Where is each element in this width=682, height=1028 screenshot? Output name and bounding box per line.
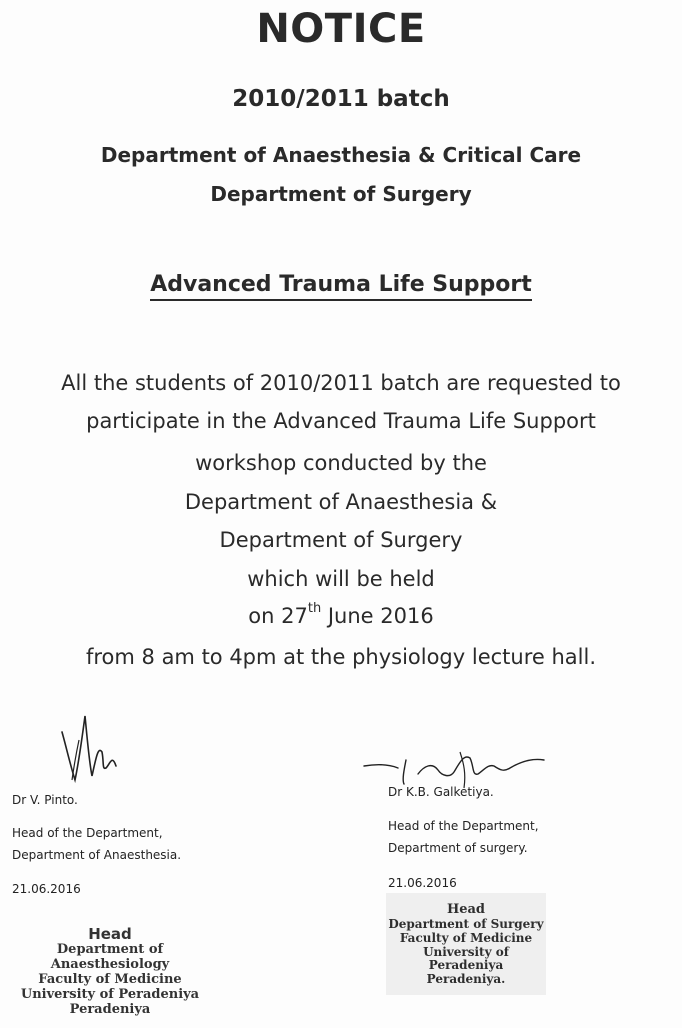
stamp-right-text bbox=[386, 903, 546, 987]
stamp-surgery bbox=[386, 893, 546, 995]
stamp-left-line-5: Peradeniya bbox=[69, 1002, 151, 1017]
department-anaesthesia-heading: Department of Anaesthesia & Critical Care bbox=[100, 143, 582, 167]
event-date-ordinal: th bbox=[307, 601, 322, 616]
body-line-7 bbox=[0, 601, 682, 628]
stamp-anaesthesia bbox=[0, 926, 220, 1018]
stamp-right-line-3: Faculty of Medicine bbox=[399, 930, 533, 945]
right-signatory-role-1: Head of the Department, bbox=[388, 819, 539, 833]
event-date-prefix: on 27 bbox=[248, 604, 308, 628]
stamp-right-line-4: University of Peradeniya bbox=[423, 944, 509, 973]
notice-title: NOTICE bbox=[256, 6, 426, 52]
left-signatory-role-1: Head of the Department, bbox=[12, 826, 163, 840]
body-line-5: Department of Surgery bbox=[219, 528, 463, 552]
stamp-left-line-4: University of Peradeniya bbox=[20, 987, 200, 1003]
subject-heading bbox=[0, 272, 682, 297]
body-line-6: which will be held bbox=[247, 567, 435, 591]
left-signatory-name: Dr V. Pinto. bbox=[12, 793, 78, 807]
left-signatory-date: 21.06.2016 bbox=[12, 882, 81, 896]
stamp-left-line-1: Head bbox=[88, 925, 132, 943]
batch-heading: 2010/2011 batch bbox=[232, 86, 450, 112]
stamp-left-line-2: Department of Anaesthesiology bbox=[50, 942, 170, 973]
stamp-left-line-3: Faculty of Medicine bbox=[38, 972, 182, 988]
right-signatory-role-2: Department of surgery. bbox=[388, 841, 528, 855]
stamp-right-line-1: Head bbox=[446, 902, 486, 917]
signature-left bbox=[58, 706, 122, 786]
left-signatory-role-2: Department of Anaesthesia. bbox=[12, 848, 182, 862]
body-line-2: participate in the Advanced Trauma Life Support bbox=[86, 409, 596, 433]
department-surgery-heading: Department of Surgery bbox=[210, 182, 472, 206]
body-line-4: Department of Anaesthesia & bbox=[184, 490, 498, 514]
body-line-3: workshop conducted by the bbox=[195, 451, 487, 475]
subject-text: Advanced Trauma Life Support bbox=[150, 272, 532, 301]
body-line-1: All the students of 2010/2011 batch are requested to bbox=[61, 371, 621, 395]
body-line-8: from 8 am to 4pm at the physiology lecture hall. bbox=[85, 645, 597, 669]
stamp-right-line-5: Peradeniya. bbox=[426, 972, 506, 987]
stamp-right-line-2: Department of Surgery bbox=[388, 916, 544, 931]
event-date-suffix: June 2016 bbox=[321, 604, 434, 628]
right-signatory-date: 21.06.2016 bbox=[388, 876, 457, 890]
right-signatory-name: Dr K.B. Galketiya. bbox=[388, 785, 494, 799]
